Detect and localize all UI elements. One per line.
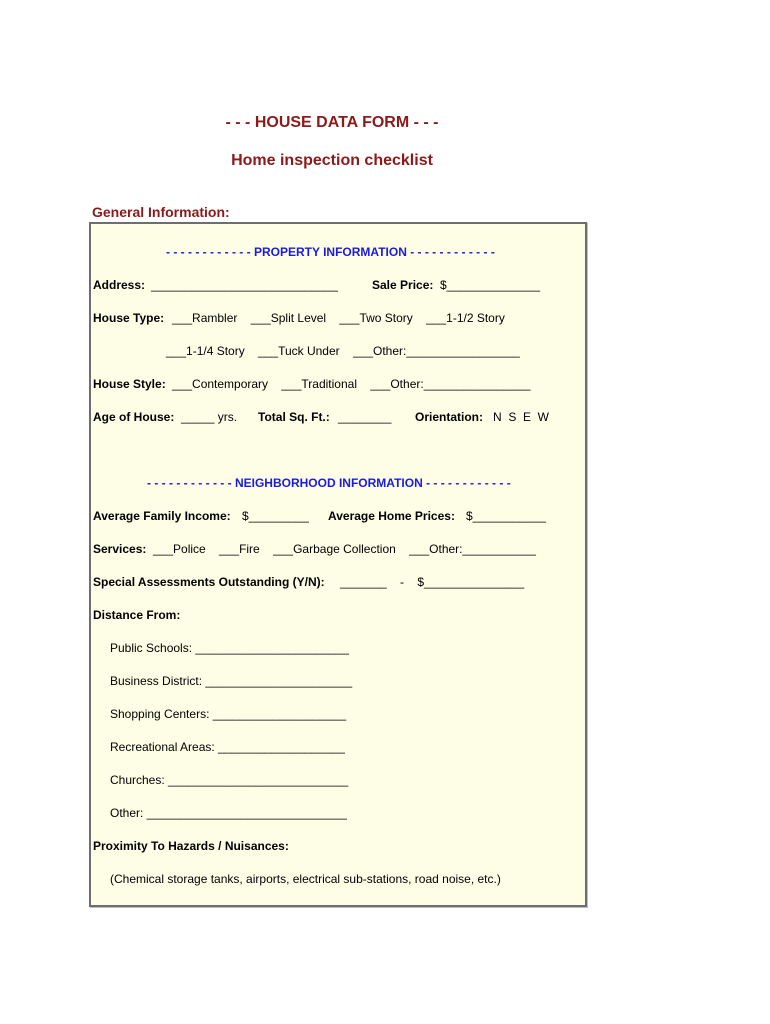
avg-income-field[interactable]: $_________: [242, 509, 309, 523]
address-label: Address:: [93, 278, 146, 292]
distance-recreational-areas[interactable]: Recreational Areas: ___________________: [110, 740, 345, 754]
distance-label: Distance From:: [93, 608, 181, 622]
house-style-label: House Style:: [93, 377, 166, 391]
services-options[interactable]: ___Police ___Fire ___Garbage Collection ___Other:___________: [153, 542, 536, 556]
distance-business-district[interactable]: Business District: ______________________: [110, 674, 353, 688]
neighborhood-header: - - - - - - - - - - - - NEIGHBORHOOD INFORMATION - - - - - - - - - - - -: [147, 476, 511, 490]
sale-price-label: Sale Price:: [372, 278, 434, 292]
property-header: - - - - - - - - - - - - PROPERTY INFORMATION - - - - - - - - - - - -: [166, 245, 495, 259]
orientation-label: Orientation:: [415, 410, 483, 424]
house-style-options[interactable]: ___Contemporary ___Traditional ___Other:________________: [172, 377, 531, 391]
sqft-label: Total Sq. Ft.:: [258, 410, 330, 424]
address-field[interactable]: ____________________________: [151, 278, 338, 292]
avg-home-label: Average Home Prices:: [328, 509, 455, 523]
house-type-options[interactable]: ___Rambler ___Split Level ___Two Story ___1-1/2 Story: [172, 311, 505, 325]
avg-income-label: Average Family Income:: [93, 509, 231, 523]
proximity-note: (Chemical storage tanks, airports, electrical sub-stations, road noise, etc.): [110, 872, 501, 886]
sale-price-field[interactable]: $______________: [440, 278, 541, 292]
age-field[interactable]: _____ yrs.: [181, 410, 238, 424]
age-label: Age of House:: [93, 410, 175, 424]
proximity-label: Proximity To Hazards / Nuisances:: [93, 839, 289, 853]
sqft-field[interactable]: ________: [338, 410, 392, 424]
avg-home-field[interactable]: $___________: [466, 509, 547, 523]
special-assessments-field[interactable]: _______ - $_______________: [340, 575, 525, 589]
section-heading: General Information:: [92, 204, 230, 220]
services-label: Services:: [93, 542, 147, 556]
house-type-label: House Type:: [93, 311, 165, 325]
special-assessments-label: Special Assessments Outstanding (Y/N):: [93, 575, 325, 589]
form-title: - - - HOUSE DATA FORM - - -: [225, 114, 439, 131]
house-type-options-2[interactable]: ___1-1/4 Story ___Tuck Under ___Other:_________________: [166, 344, 520, 358]
orientation-options[interactable]: N S E W: [493, 410, 550, 424]
distance-churches[interactable]: Churches: ___________________________: [110, 773, 349, 787]
distance-other[interactable]: Other: ______________________________: [110, 806, 347, 820]
distance-shopping-centers[interactable]: Shopping Centers: ____________________: [110, 707, 347, 721]
distance-public-schools[interactable]: Public Schools: _______________________: [110, 641, 349, 655]
form-subtitle: Home inspection checklist: [231, 152, 433, 169]
